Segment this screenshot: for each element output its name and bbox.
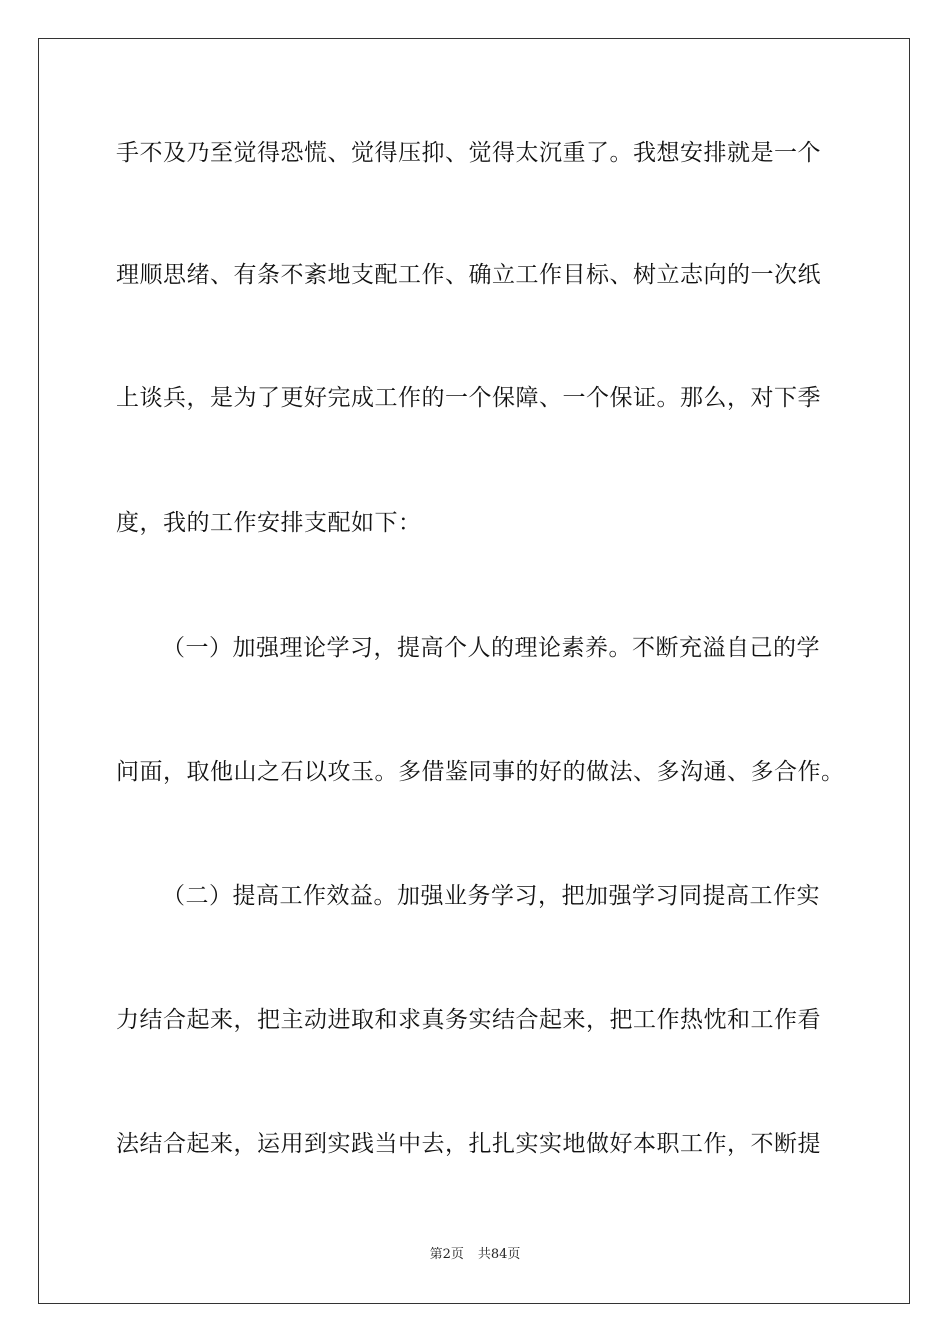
page-number: 第2页	[429, 1247, 464, 1262]
text-line: 理顺思绪、有条不紊地支配工作、确立工作目标、树立志向的一次纸	[116, 262, 821, 288]
page-total: 共84页	[477, 1247, 521, 1262]
paragraph-two-start: （二）提高工作效益。加强业务学习，把加强学习同提高工作实	[162, 883, 820, 909]
paragraph-one-start: （一）加强理论学习，提高个人的理论素养。不断充溢自己的学	[162, 635, 820, 661]
text-line: 手不及乃至觉得恐慌、觉得压抑、觉得太沉重了。我想安排就是一个	[116, 140, 821, 166]
text-line: 法结合起来，运用到实践当中去，扎扎实实地做好本职工作，不断提	[116, 1131, 821, 1157]
page-border	[38, 38, 910, 1304]
text-line: 力结合起来，把主动进取和求真务实结合起来，把工作热忱和工作看	[116, 1007, 821, 1033]
text-line: 问面，取他山之石以攻玉。多借鉴同事的好的做法、多沟通、多合作。	[116, 759, 845, 785]
text-line: 上谈兵，是为了更好完成工作的一个保障、一个保证。那么，对下季	[116, 385, 821, 411]
text-line: 度，我的工作安排支配如下：	[116, 510, 422, 536]
page-footer	[0, 1246, 950, 1264]
